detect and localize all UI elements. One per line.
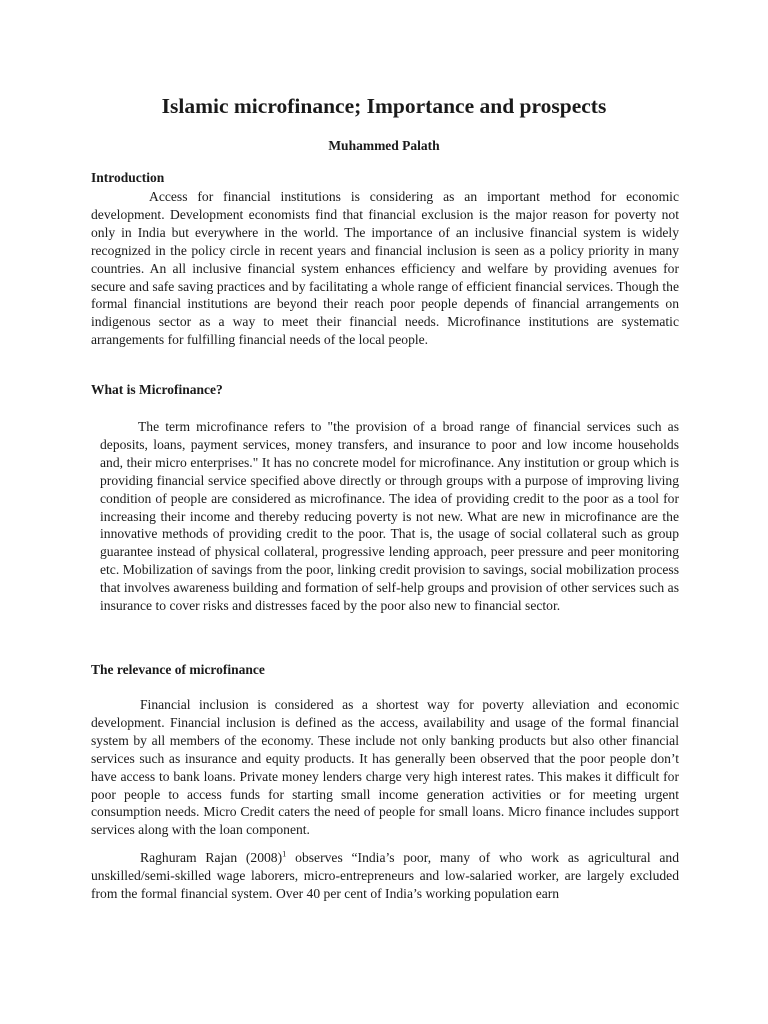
section-heading-introduction: Introduction <box>91 170 165 185</box>
section-heading-relevance: The relevance of microfinance <box>91 662 265 677</box>
document-title: Islamic microfinance; Importance and prospects <box>161 94 607 118</box>
relevance-paragraph: Financial inclusion is considered as a shortest way for poverty alleviation and economic development. Financial inclusion is defined as the access, availability and usage of the formal financial system by all members of the economy. These include not only banking products but also other financial services such as insurance and equity products. It has generally been observed that the poor people don’t have access to bank loans. Private money lenders charge very high interest rates. This makes it difficult for poor people to access funds for starting small income generation activities or for meeting urgent consumption needs. Micro Credit caters the need of people for small loans. Micro finance includes support services along with the loan component. <box>91 697 679 838</box>
author-name: Muhammed Palath <box>328 138 440 153</box>
rajan-quote-paragraph <box>91 849 679 903</box>
rajan-quote-text: observes “India’s poor, many of who work as agricultural and unskilled/semi-skilled wage laborers, micro-entrepreneurs and low-salaried worker, are largely excluded from the formal financial system. Over 40 per cent of India’s working population earn <box>91 850 680 901</box>
footnote-marker[interactable]: 1 <box>282 848 287 859</box>
introduction-paragraph: Access for financial institutions is considering as an important method for economic development. Development economists find that financial exclusion is the major reason for poverty not only in India but everywhere in the world. The importance of an inclusive financial system is widely recognized in the policy circle in recent years and financial inclusion is seen as a policy priority in many countries. An all inclusive financial system enhances efficiency and welfare by providing avenues for secure and safe saving practices and by facilitating a whole range of efficient financial services. Though the formal financial institutions are beyond their reach poor people depends of financial arrangements on indigenous sector as a way to meet their financial needs. Microfinance institutions are systematic arrangements for fulfilling financial needs of the local people. <box>91 189 679 348</box>
section-heading-what-is-microfinance: What is Microfinance? <box>91 382 223 397</box>
what-is-microfinance-paragraph: The term microfinance refers to "the provision of a broad range of financial services such as deposits, loans, payment services, money transfers, and insurance to poor and low income households and, their micro enterprises." It has no concrete model for microfinance. Any institution or group which is providing financial service specified above directly or through groups with a purpose of improving living condition of people are considered as microfinance. The idea of providing credit to the poor as a tool for increasing their income and thereby reducing poverty is not new. What are new in microfinance are the innovative methods of providing credit to the poor. That is, the usage of social collateral such as group guarantee instead of physical collateral, progressive lending approach, peer pressure and peer monitoring etc. Mobilization of savings from the poor, linking credit provision to savings, social mobilization process that involves awareness building and formation of self-help groups and provision of other services such as insurance to cover risks and distresses faced by the poor also new to financial sector. <box>100 419 679 614</box>
rajan-citation: Raghuram Rajan (2008) <box>140 850 283 865</box>
